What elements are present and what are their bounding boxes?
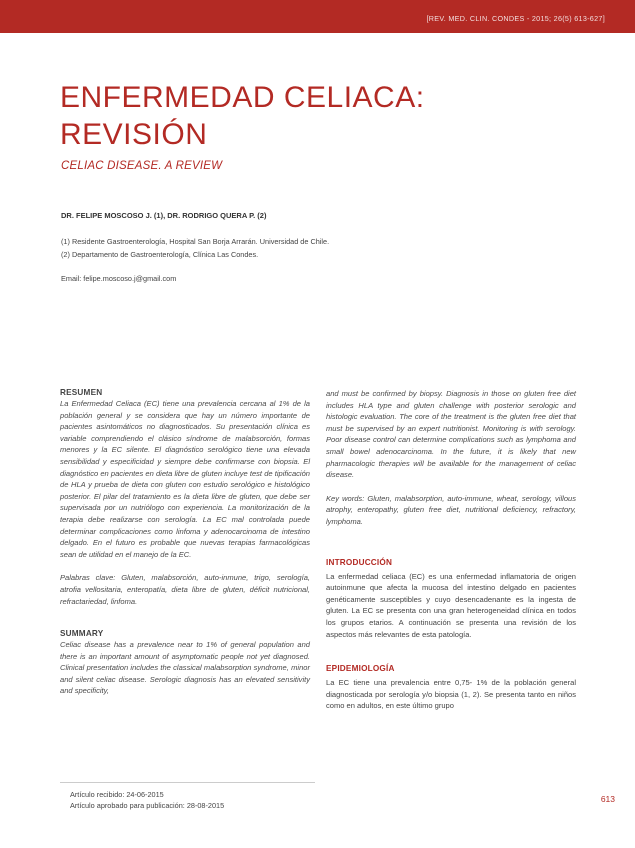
affiliation-2: (2) Departamento de Gastroenterología, Clínica Las Condes. — [61, 249, 259, 259]
article-dates — [70, 790, 224, 811]
article-subtitle: CELIAC DISEASE. A REVIEW — [61, 160, 223, 172]
authors: DR. FELIPE MOSCOSO J. (1), DR. RODRIGO QUERA P. (2) — [61, 211, 267, 220]
epidemiologia-body: La EC tiene una prevalencia entre 0,75- 1% de la población general diagnosticada por serología y/o biopsia (1, 2). Se presenta tanto en niños como en adultos, en este último grupo — [326, 678, 576, 711]
resumen-heading: RESUMEN — [60, 388, 103, 397]
summary-keywords: Key words: Gluten, malabsorption, auto-immune, wheat, serology, villous atrophy, enteropathy, gluten free diet, nutritional deficiency, refractory, lymphoma. — [326, 493, 576, 526]
left-column — [60, 388, 310, 697]
summary-body-part2: and must be confirmed by biopsy. Diagnosis in those on gluten free diet includes HLA type and gluten challenge with posterior serologic and histologic evaluation. The core of the treatment is the gluten free diet that must be supervised by an expert nutritionist. Monitoring is with serology. Poor disease control can determine complications such as lymphoma and small bowel adenocarcinoma. In the future, it is likely that new pharmacologic therapies will be available for the management of celiac disease. — [326, 389, 576, 480]
journal-reference: [REV. MED. CLIN. CONDES - 2015; 26(5) 613-627] — [426, 14, 605, 23]
summary-body-part1: Celiac disease has a prevalence near to 1% of general population and there is an important amount of asymptomatic people not yet diagnosed. Clinical presentation includes the classical malabsorption syndrome, minor and silent celiac disease. Serologic diagnosis has an elevated sensitivity and specificity, — [60, 640, 310, 696]
title-line-2: REVISIÓN — [60, 118, 208, 151]
page-number: 613 — [600, 794, 615, 804]
introduccion-body: La enfermedad celiaca (EC) es una enfermedad inflamatoria de origen autoinmune que afecta la mucosa del intestino delgado en pacientes genéticamente susceptibles y cuyo desencadenante es la ingesta de gluten. La EC se presenta con una gran heterogeneidad clínica en todos los grupos etarios. A continuación se presenta una revisión de los aspectos más relevantes de esta patología. — [326, 571, 576, 639]
received-date: Artículo recibido: 24-06-2015 — [70, 790, 164, 799]
footer-divider — [60, 782, 315, 783]
header-bar — [0, 0, 635, 33]
article-title — [60, 79, 425, 153]
affiliation-1: (1) Residente Gastroenterología, Hospital San Borja Arrarán. Universidad de Chile. — [61, 237, 330, 246]
right-column — [326, 388, 576, 712]
contact-email[interactable]: Email: felipe.moscoso.j@gmail.com — [61, 274, 177, 283]
approved-date: Artículo aprobado para publicación: 28-08-2015 — [70, 800, 225, 810]
resumen-body: La Enfermedad Celiaca (EC) tiene una prevalencia cercana al 1% de la población general y se considera que hay un número importante de pacientes asintomáticos no diagnosticados. Su presentación clínica es variable comprendiendo el clásico síndrome de malabsorción, formas menores y la EC silente. El diagnóstico serológico tiene una elevada sensibilidad y especificidad y siempre debe confirmarse con biopsia. El diagnóstico en pacientes en dieta libre de gluten incluye test de tipificación de HLA y prueba de dieta con gluten con estudio serológico e histológico posterior. El pilar del tratamiento es la dieta libre de gluten, que debe ser supervisada por un nutriólogo con experiencia. La monitorización de la terapia debe realizarse con serología. La EC mal controlada puede determinar complicaciones como linfoma y adenocarcinoma de intestino delgado. En el futuro es probable que nuevas terapias farmacológicas sean de utilidad en el manejo de la EC. — [60, 399, 310, 559]
title-line-1: ENFERMEDAD CELIACA: — [60, 81, 425, 114]
introduccion-heading: INTRODUCCIÓN — [326, 557, 393, 567]
summary-heading: SUMMARY — [60, 629, 104, 639]
resumen-keywords: Palabras clave: Gluten, malabsorción, auto-inmune, trigo, serología, atrofia vellositaria, enteropatía, dieta libre de gluten, déficit nutricional, refractariedad, linfoma. — [60, 573, 310, 606]
affiliations — [61, 236, 329, 261]
epidemiologia-heading: EPIDEMIOLOGÍA — [326, 664, 395, 674]
